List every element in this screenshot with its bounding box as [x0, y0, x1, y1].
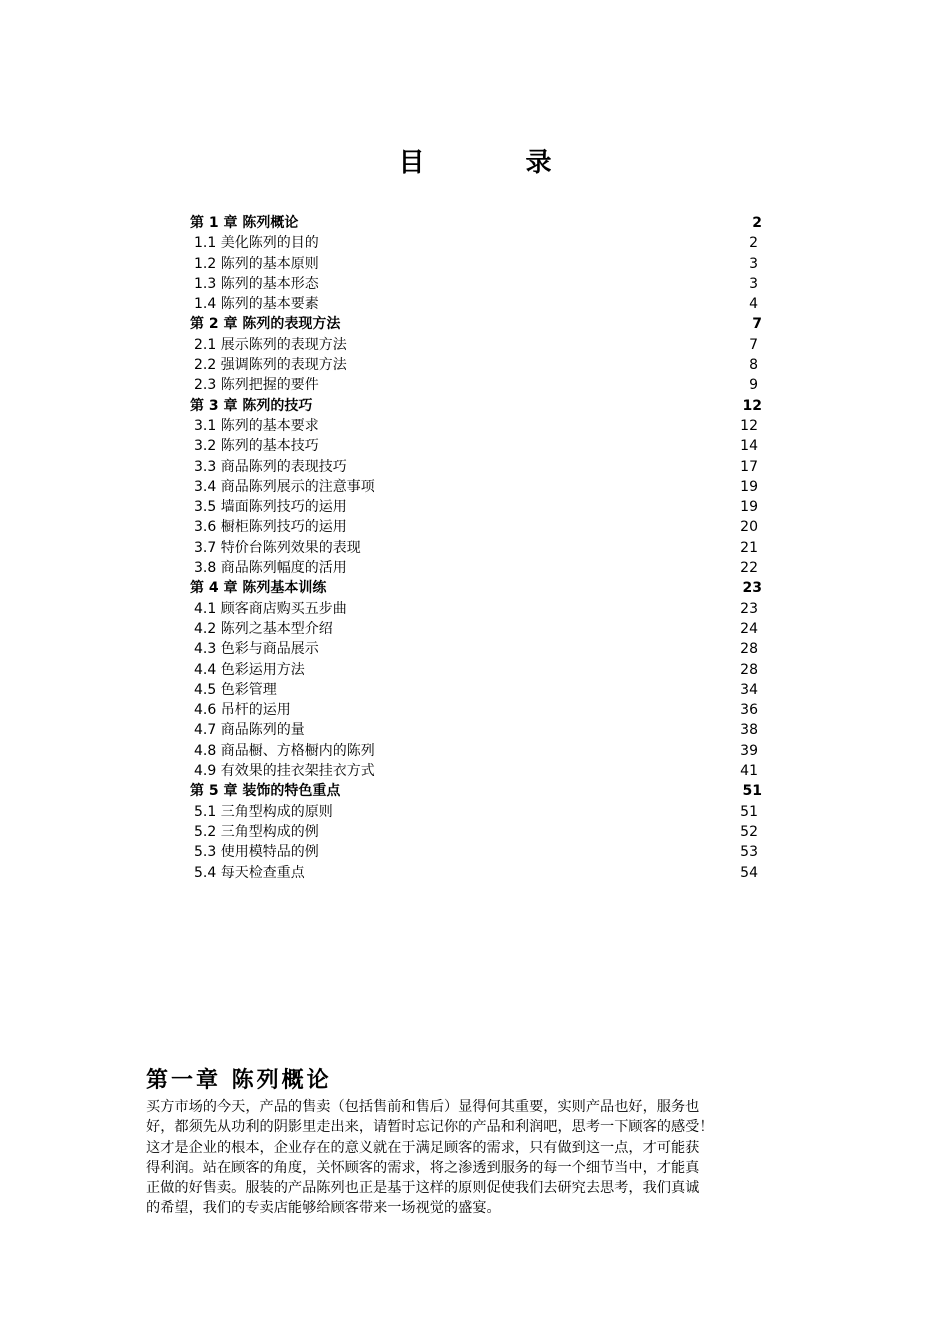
- toc-entry-page-number: 17: [740, 458, 758, 475]
- toc-entry-page-number: 19: [740, 478, 758, 495]
- chapter-heading: 第一章 陈列概论: [146, 1068, 332, 1093]
- toc-entry-label: 4.2 陈列之基本型介绍: [194, 620, 333, 637]
- toc-entry-label: 2.3 陈列把握的要件: [194, 377, 319, 394]
- toc-entry-label: 4.8 商品橱、方格橱内的陈列: [194, 742, 375, 759]
- toc-section-entry[interactable]: [190, 720, 762, 740]
- toc-section-entry[interactable]: [190, 599, 762, 619]
- toc-entry-page-number: 2: [749, 235, 758, 252]
- toc-entry-label: 1.1 美化陈列的目的: [194, 235, 319, 252]
- toc-entry-page-number: 14: [740, 438, 758, 455]
- toc-entry-label: 3.1 陈列的基本要求: [194, 417, 319, 434]
- toc-entry-page-number: 38: [740, 722, 758, 739]
- body-text-line: 这才是企业的根本，企业存在的意义就在于满足顾客的需求，只有做到这一点，才可能获: [146, 1139, 700, 1156]
- toc-section-entry[interactable]: [190, 335, 762, 355]
- toc-entry-label: 4.6 吊杆的运用: [194, 702, 291, 719]
- toc-entry-label: 4.9 有效果的挂衣架挂衣方式: [194, 763, 375, 780]
- toc-section-entry[interactable]: [190, 761, 762, 781]
- toc-entry-label: 5.3 使用模特品的例: [194, 844, 319, 861]
- toc-entry-label: 1.3 陈列的基本形态: [194, 275, 319, 292]
- toc-entry-label: 3.6 橱柜陈列技巧的运用: [194, 519, 347, 536]
- toc-entry-page-number: 12: [740, 417, 758, 434]
- toc-section-entry[interactable]: [190, 660, 762, 680]
- body-text-line: 得利润。站在顾客的角度，关怀顾客的需求，将之渗透到服务的每一个细节当中，才能真: [146, 1159, 700, 1176]
- toc-section-entry[interactable]: [190, 822, 762, 842]
- toc-entry-page-number: 24: [740, 620, 758, 637]
- toc-chapter-entry[interactable]: [190, 213, 762, 233]
- toc-entry-page-number: 22: [740, 560, 758, 577]
- toc-entry-page-number: 23: [742, 580, 762, 597]
- toc-entry-label: 3.2 陈列的基本技巧: [194, 438, 319, 455]
- toc-chapter-entry[interactable]: [190, 781, 762, 801]
- toc-entry-page-number: 2: [752, 215, 762, 231]
- toc-entry-page-number: 23: [740, 600, 758, 617]
- toc-entry-label: 3.3 商品陈列的表现技巧: [194, 458, 347, 475]
- toc-entry-label: 4.5 色彩管理: [194, 681, 277, 698]
- toc-entry-label: 2.1 展示陈列的表现方法: [194, 336, 347, 353]
- toc-section-entry[interactable]: [190, 558, 762, 578]
- toc-entry-page-number: 28: [740, 641, 758, 658]
- toc-entry-page-number: 53: [740, 844, 758, 861]
- toc-section-entry[interactable]: [190, 294, 762, 314]
- toc-entry-page-number: 51: [740, 803, 758, 820]
- toc-entry-page-number: 3: [749, 255, 758, 272]
- body-text-line: 的希望，我们的专卖店能够给顾客带来一场视觉的盛宴。: [146, 1200, 501, 1217]
- toc-entry-page-number: 7: [749, 336, 758, 353]
- toc-entry-page-number: 4: [749, 296, 758, 313]
- body-text-line: 买方市场的今天，产品的售卖（包括售前和售后）显得何其重要，实则产品也好，服务也: [146, 1099, 700, 1115]
- toc-section-entry[interactable]: [190, 619, 762, 639]
- toc-entry-page-number: 28: [740, 661, 758, 678]
- toc-section-entry[interactable]: [190, 233, 762, 253]
- toc-entry-label: 第 5 章 装饰的特色重点: [190, 783, 341, 800]
- toc-entry-label: 4.3 色彩与商品展示: [194, 641, 319, 658]
- toc-entry-page-number: 8: [749, 357, 758, 374]
- toc-section-entry[interactable]: [190, 842, 762, 862]
- toc-section-entry[interactable]: [190, 680, 762, 700]
- toc-entry-label: 2.2 强调陈列的表现方法: [194, 357, 347, 374]
- toc-entry-page-number: 52: [740, 823, 758, 840]
- toc-entry-label: 3.4 商品陈列展示的注意事项: [194, 478, 375, 495]
- toc-entry-label: 4.7 商品陈列的量: [194, 722, 305, 739]
- toc-section-entry[interactable]: [190, 355, 762, 375]
- toc-section-entry[interactable]: [190, 700, 762, 720]
- toc-entry-page-number: 36: [740, 702, 758, 719]
- toc-entry-page-number: 3: [749, 275, 758, 292]
- toc-entry-label: 4.4 色彩运用方法: [194, 661, 305, 678]
- toc-entry-label: 3.8 商品陈列幅度的活用: [194, 560, 347, 577]
- toc-section-entry[interactable]: [190, 477, 762, 497]
- toc-section-entry[interactable]: [190, 863, 762, 883]
- toc-entry-page-number: 20: [740, 519, 758, 536]
- toc-entry-page-number: 51: [742, 783, 762, 800]
- toc-section-entry[interactable]: [190, 741, 762, 761]
- toc-section-entry[interactable]: [190, 802, 762, 822]
- toc-chapter-entry[interactable]: [190, 314, 762, 334]
- toc-entry-label: 5.2 三角型构成的例: [194, 823, 319, 840]
- toc-entry-label: 1.2 陈列的基本原则: [194, 255, 319, 272]
- toc-entry-label: 第 3 章 陈列的技巧: [190, 397, 313, 414]
- toc-entry-label: 5.4 每天检查重点: [194, 864, 305, 881]
- toc-entry-page-number: 12: [742, 397, 762, 414]
- toc-section-entry[interactable]: [190, 436, 762, 456]
- toc-entry-label: 3.5 墙面陈列技巧的运用: [194, 499, 347, 516]
- toc-entry-page-number: 9: [749, 377, 758, 394]
- toc-entry-page-number: 21: [740, 539, 758, 556]
- toc-entry-page-number: 34: [740, 681, 758, 698]
- chapter-body-paragraph: [146, 1097, 812, 1219]
- toc-entry-label: 5.1 三角型构成的原则: [194, 803, 333, 820]
- toc-entry-page-number: 41: [740, 763, 758, 780]
- toc-entry-label: 4.1 顾客商店购买五步曲: [194, 600, 347, 617]
- toc-entry-label: 3.7 特价台陈列效果的表现: [194, 539, 361, 556]
- toc-title: 目 录: [398, 148, 598, 178]
- table-of-contents: [190, 213, 762, 883]
- toc-section-entry[interactable]: [190, 457, 762, 477]
- toc-section-entry[interactable]: [190, 274, 762, 294]
- toc-section-entry[interactable]: [190, 416, 762, 436]
- toc-entry-label: 第 1 章 陈列概论: [190, 215, 299, 231]
- toc-section-entry[interactable]: [190, 538, 762, 558]
- body-text-line: 好，都须先从功利的阴影里走出来，请暂时忘记你的产品和利润吧，思考一下顾客的感受！: [146, 1119, 714, 1136]
- toc-section-entry[interactable]: [190, 254, 762, 274]
- toc-section-entry[interactable]: [190, 639, 762, 659]
- toc-section-entry[interactable]: [190, 375, 762, 395]
- body-text-line: 正做的好售卖。服装的产品陈列也正是基于这样的原则促使我们去研究去思考，我们真诚: [146, 1180, 700, 1197]
- toc-section-entry[interactable]: [190, 497, 762, 517]
- toc-section-entry[interactable]: [190, 517, 762, 537]
- toc-entry-page-number: 19: [740, 499, 758, 516]
- toc-entry-page-number: 39: [740, 742, 758, 759]
- toc-entry-page-number: 54: [740, 864, 758, 881]
- toc-entry-label: 1.4 陈列的基本要素: [194, 296, 319, 313]
- toc-chapter-entry[interactable]: [190, 396, 762, 416]
- toc-chapter-entry[interactable]: [190, 578, 762, 598]
- toc-entry-page-number: 7: [752, 316, 762, 333]
- toc-entry-label: 第 4 章 陈列基本训练: [190, 580, 327, 597]
- toc-entry-label: 第 2 章 陈列的表现方法: [190, 316, 341, 333]
